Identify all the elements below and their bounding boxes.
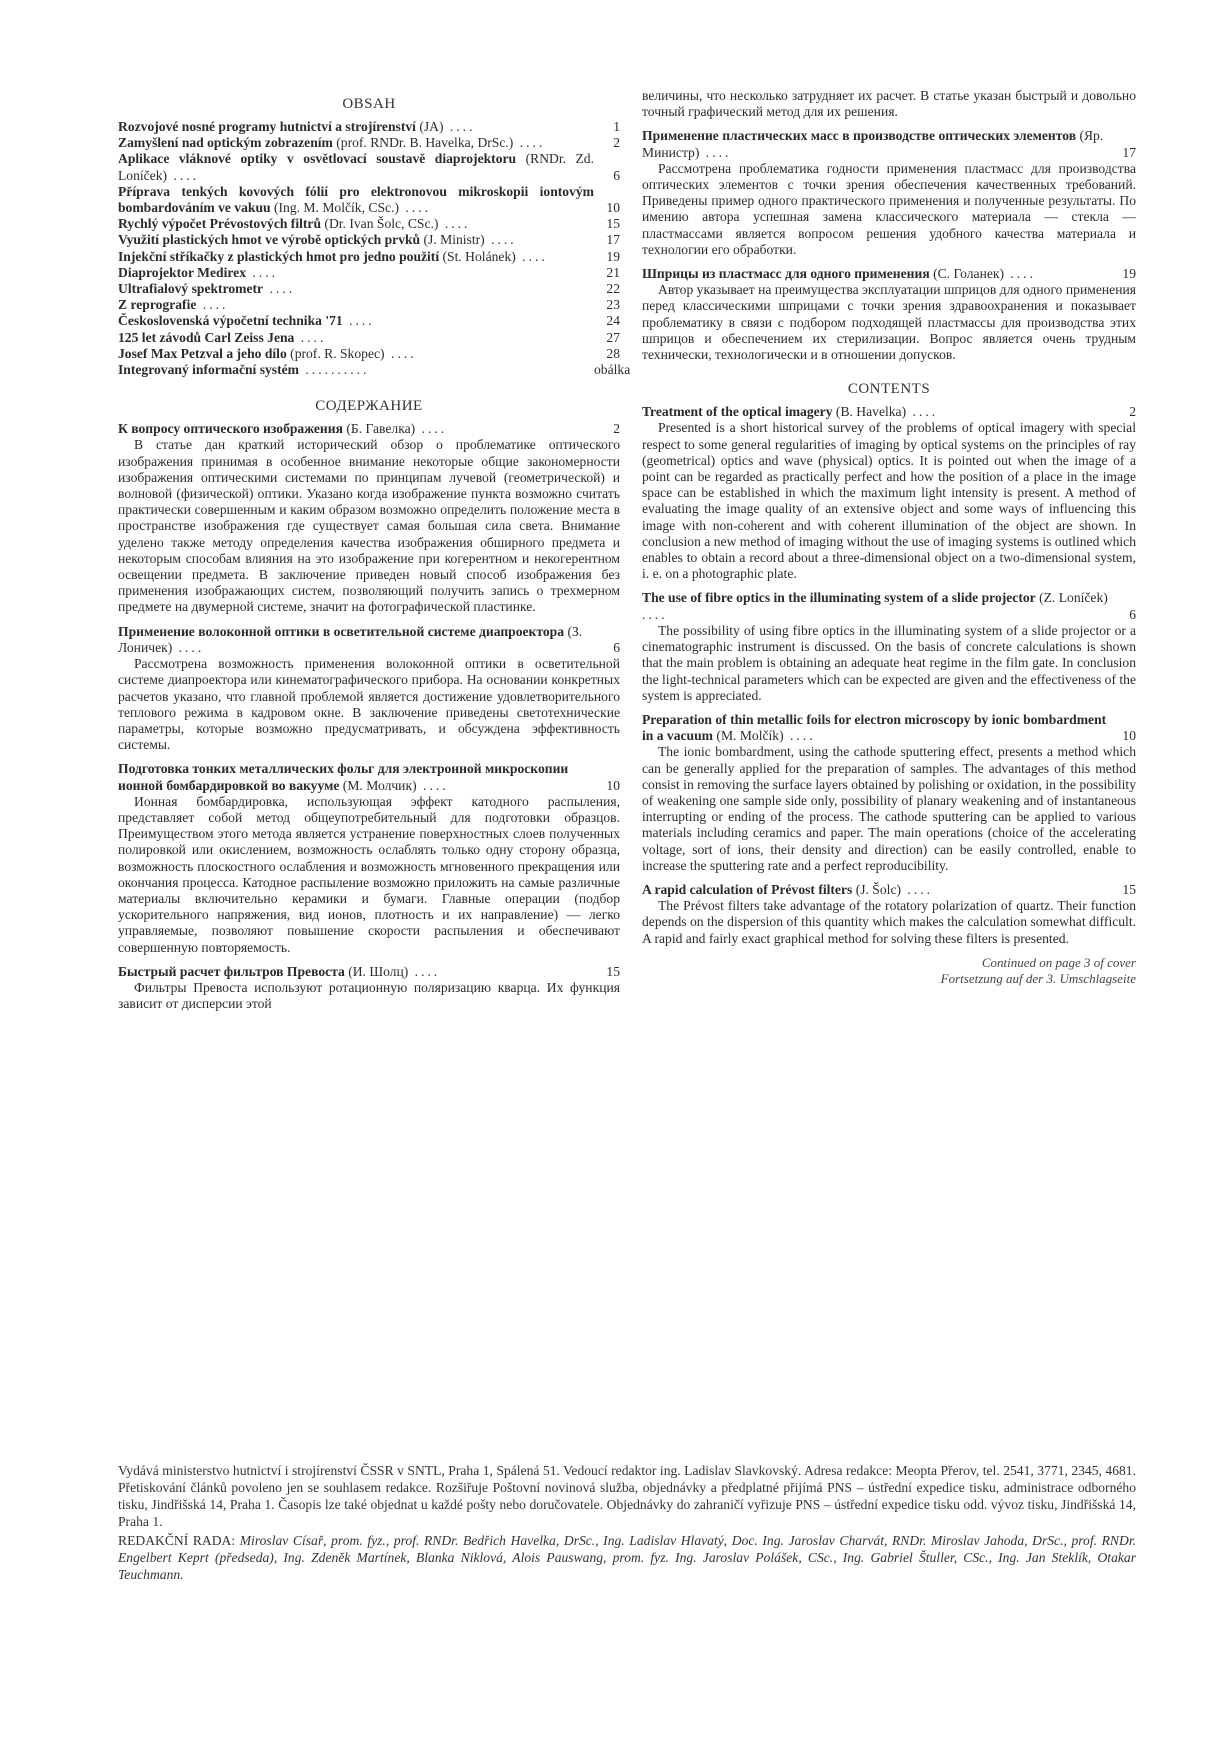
abstract-heading <box>118 421 620 437</box>
abstract-heading <box>642 712 1136 744</box>
abstract-page: 2 <box>1129 404 1136 420</box>
leader-dots: .... <box>443 119 476 134</box>
toc-entry-page: 21 <box>606 264 620 280</box>
leader-dots: .... <box>408 963 441 979</box>
toc-entry-page: obálka <box>594 362 631 378</box>
toc-entry <box>118 232 620 248</box>
abstract-page: 15 <box>1122 881 1136 897</box>
abstract-title: К вопросу оптического изображения <box>118 421 343 437</box>
abstract-page: 17 <box>1122 144 1136 160</box>
abstract-page: 6 <box>1129 606 1136 622</box>
toc-entry-text <box>118 119 594 135</box>
abstract-heading <box>642 404 1136 420</box>
toc-entry-page: 27 <box>606 329 620 345</box>
abstract-heading <box>642 128 1136 160</box>
toc-entry-page: 15 <box>606 216 620 232</box>
toc-entry <box>118 297 620 313</box>
editorial-board-label: REDAKČNÍ RADA: <box>118 1533 240 1548</box>
abstract-heading-text <box>118 964 594 980</box>
toc-entry <box>118 249 620 265</box>
soderzhanie-list-right <box>642 128 1136 363</box>
abstract-body: Ионная бомбардировка, использующая эффект катодного распыления, представляет собой метод общеупотребительный для подготовки образцов. Преимуществом этого метода является устранение поверхностных слоев полученных полировкой или окислением, возможность ослаблять только одну сторону образца, возможность плоскостного ослабления и возможность мгновенного прекращения или окончания процесса. Катодное распыление возможно приложить на самые различные материалы включительно керамики и бумаги. Главные операции (подбор ускорительного напряжения, вид ионов, плотность и их направление) — легко управляемые, позволяют повышение скорости распыления и обеспечивают совершенную повторяемость. <box>118 793 620 955</box>
abstract-body-part: Фильтры Превоста используют ротационную поляризацию кварца. Их функция зависит от дисперсии этой <box>118 979 620 1012</box>
abstract-author: (З. Лоничек) <box>118 623 583 655</box>
toc-entry-title: Rychlý výpočet Prévostových filtrů <box>118 216 322 232</box>
leader-dots: .......... <box>299 362 370 378</box>
abstract-heading-text <box>118 624 594 656</box>
imprint-footer <box>118 1462 1136 1583</box>
leader-dots: .... <box>484 232 517 248</box>
leader-dots: .... <box>438 216 471 232</box>
leader-dots: .... <box>167 167 200 183</box>
toc-entry <box>118 184 620 216</box>
toc-entry-author: (J. Ministr) <box>420 232 485 248</box>
abstract-page: 6 <box>613 639 620 655</box>
abstract-body: Рассмотрена возможность применения волоконной оптики в осветительной системе диапроектора или кинематографического прибора. На основании конкретных расчетов указано, что главной проблемой является достижение удовлетворительного теплового режима в кадровом окне. В заключение приведены светотехнические параметры, которые возможно предусматривать, и обсуждена эффективность системы. <box>118 656 620 753</box>
abstract-body: The ionic bombardment, using the cathode sputtering effect, presents a method which can be generally applied for the preparation of samples. The advantages of this method consist in removing the surface layers obtained by polishing or oxidation, in the possibility of weakening one sample side only, possibility of planary weakening and of instantaneous interrupting or ending of the process. The cathode sputtering can be applied to various materials including ceramics and paper. The main operations (choice of the accelerating voltage, sort of ions, their density and direction) can be easily controlled, enable to increase the sputtering rate and a perfect reproducibility. <box>642 744 1136 873</box>
abstract-author: (Яр. Министр) <box>642 128 1104 160</box>
abstract-title: Шприцы из пластмасс для одного применения <box>642 266 930 282</box>
abstract-heading <box>118 761 620 793</box>
abstract-heading-text <box>642 128 1110 160</box>
toc-entry-text <box>118 297 594 313</box>
toc-entry-title: Zamyšlení nad optickým zobrazením <box>118 135 333 151</box>
toc-entry <box>118 265 620 281</box>
abstract-heading <box>642 882 1136 898</box>
toc-entry-text <box>118 265 594 281</box>
toc-entry-page: 10 <box>606 200 620 216</box>
toc-entry-page: 28 <box>606 345 620 361</box>
abstract-body: The possibility of using fibre optics in the illuminating system of a slide projector or a cinematographic instrument is discussed. On the basis of concrete calculations is shown that the main problem is obtaining an adequate heat regime in the film gate. In conclusion the light-technical parameters which can be expected are given and the effectiveness of the system is appreciated. <box>642 622 1136 703</box>
abstract-author: (М. Молчик) <box>339 777 417 793</box>
abstract-author: (M. Molčík) <box>713 728 784 744</box>
toc-entry-page: 2 <box>613 135 620 151</box>
toc-entry-text <box>118 362 594 378</box>
toc-entry-page: 24 <box>606 313 620 329</box>
right-column <box>642 88 1136 987</box>
abstract-heading <box>118 624 620 656</box>
leader-dots: .... <box>906 404 939 420</box>
abstract-title: The use of fibre optics in the illuminating system of a slide projector <box>642 590 1036 606</box>
soderzhanie-continued-text: величины, что несколько затрудняет их расчет. В статье указан быстрый и довольно точный графический метод для их решения. <box>642 88 1136 120</box>
toc-entry-title: Integrovaný informační systém <box>118 362 299 378</box>
leader-dots: .... <box>699 144 732 160</box>
toc-entry-text <box>118 184 594 216</box>
editorial-board-members: Miroslav Císař, prom. fyz., prof. RNDr. Bedřich Havelka, DrSc., Ing. Ladislav Hlavatý, Doc. Ing. Jaroslav Charvát, RNDr. Miroslav Jahoda, DrSc., prof. RNDr. Engelbert Keprt (předseda), Ing. Zdeněk Martínek, Blanka Niklová, Alois Pauswang, prom. fyz. Ing. Jaroslav Polášek, CSc., Ing. Gabriel Štuller, CSc., Ing. Jan Steklík, Otakar Teuchmann. <box>118 1533 1136 1582</box>
abstract-author: (Z. Loníček) <box>1035 590 1108 606</box>
abstract-page: 15 <box>606 963 620 979</box>
leader-dots: .... <box>398 200 431 216</box>
leader-dots: .... <box>384 345 417 361</box>
leader-dots: .... <box>415 421 448 437</box>
toc-entry-text <box>118 346 594 362</box>
leader-dots: .... <box>513 135 546 151</box>
continued-note-de: Fortsetzung auf der 3. Umschlagseite <box>940 970 1136 986</box>
abstract-entry <box>642 590 1136 703</box>
abstract-entry <box>642 712 1136 874</box>
toc-entry-text <box>118 151 594 183</box>
leader-dots: .... <box>196 297 229 313</box>
abstract-title: Применение волоконной оптики в осветительной системе диапроектора <box>118 623 565 639</box>
toc-entry-title: Ultrafialový spektrometr <box>118 281 264 297</box>
abstract-body: The Prévost filters take advantage of the rotatory polarization of quartz. Their function depends on the dispersion of this quantity which makes the calculation somewhat difficult. A rapid and fairly exact graphical method for solving these filters is presented. <box>642 898 1136 946</box>
toc-entry <box>118 216 620 232</box>
abstract-page: 10 <box>1122 728 1136 744</box>
abstract-page: 10 <box>606 777 620 793</box>
toc-entry <box>118 330 620 346</box>
leader-dots: .... <box>642 606 668 622</box>
leader-dots: .... <box>783 728 816 744</box>
toc-entry-author: (JA) <box>415 119 444 134</box>
left-column <box>118 88 631 1020</box>
abstract-title: Preparation of thin metallic foils for electron microscopy by ionic bombardment in a vacuum <box>642 711 1107 744</box>
toc-entry-title: Rozvojové nosné programy hutnictví a strojírenství <box>118 119 416 134</box>
abstract-title: Быстрый расчет фильтров Превоста <box>118 963 345 979</box>
leader-dots: .... <box>172 639 205 655</box>
abstract-body: В статье дан краткий исторический обзор о проблематике оптического изображения принимая в особенное внимание некоторые общие закономерности изображения оптическими системами по принципам лучевой (геометрической) и волновой (физической) оптики. Указано когда изображение пункта возможно считать практически совершенным и каким образом возможно определить положение места в пространстве изображения где существует самая большая сила света. Внимание уделено также методу определения качества изображения обширного предмета и некоторым способам влияния на это изображение при когерентном и некогерентном освещении предмета. В заключение приведен новый способ изображения без применения изображающих систем, позволяющий получить запись о трехмерном предмете на двумерной системе, значит на фотографической пластинке. <box>118 437 620 615</box>
toc-entry-title: 125 let závodů Carl Zeiss Jena <box>118 329 295 345</box>
contents-heading: CONTENTS <box>847 381 931 398</box>
abstract-heading-text <box>642 404 1110 420</box>
abstract-author: (И. Шолц) <box>344 963 409 979</box>
toc-entry <box>118 346 620 362</box>
leader-dots: .... <box>901 881 934 897</box>
abstract-title: Подготовка тонких металлических фольг для электронной микроскопии ионной бомбардировкой во вакууме <box>118 761 569 793</box>
toc-entry-title: Příprava tenkých kovových fólií pro elektronovou mikroskopii iontovým bombardováním ve vakuu <box>118 183 594 216</box>
toc-entry-page: 1 <box>613 119 620 134</box>
abstract-page: 19 <box>1122 266 1136 282</box>
toc-entry-text <box>118 216 594 232</box>
toc-entry-text <box>118 232 594 248</box>
abstract-heading <box>642 590 1136 622</box>
toc-entry-title: Z reprografie <box>118 297 197 313</box>
abstract-heading <box>118 964 620 980</box>
abstract-author: (B. Havelka) <box>832 404 907 420</box>
toc-entry-title: Československá výpočetní technika '71 <box>118 313 343 329</box>
publisher-info: Vydává ministerstvo hutnictví i strojírenství ČSSR v SNTL, Praha 1, Spálená 51. Vedoucí redaktor ing. Ladislav Slavkovský. Adresa redakce: Meopta Přerov, tel. 2541, 3771, 2345, 4681. Přetiskování článků povoleno jen se souhlasem redakce. Rozšiřuje Poštovní novinová služba, objednávky a předplatné přijímá PNS – ústřední expedice tisku, administrace odborného tisku, Jindřišská 14, Praha 1. Časopis lze také objednat u každé pošty nebo doručovatele. Objednávky do zahraničí vyřizuje PNS – ústřední expedice tisku odd. vývoz tisku, Jindřišská 14, Praha 1. <box>118 1463 1136 1529</box>
abstract-heading-text <box>642 712 1110 744</box>
toc-entry-author: (St. Holánek) <box>439 248 516 264</box>
obsah-list <box>118 119 631 378</box>
toc-entry-author: (Dr. Ivan Šolc, CSc.) <box>321 216 439 232</box>
toc-entry-page: 22 <box>606 281 620 297</box>
leader-dots: .... <box>1004 266 1037 282</box>
leader-dots: .... <box>263 281 296 297</box>
continued-note-en: Continued on page 3 of cover <box>981 954 1136 970</box>
leader-dots: .... <box>342 313 375 329</box>
toc-entry-page: 6 <box>613 167 620 183</box>
toc-entry-text <box>118 281 594 297</box>
toc-entry-title: Diaprojektor Medirex <box>118 264 246 280</box>
toc-entry-title: Josef Max Petzval a jeho dílo <box>118 345 287 361</box>
toc-entry-title: Injekční stříkačky z plastických hmot pro jedno použití <box>118 248 440 264</box>
toc-entry <box>118 119 620 135</box>
soderzhanie-heading: СОДЕРЖАНИЕ <box>315 398 423 415</box>
abstract-heading-text <box>642 882 1110 898</box>
abstract-title: Treatment of the optical imagery <box>642 404 833 420</box>
leader-dots: .... <box>515 248 548 264</box>
editorial-board <box>118 1532 1136 1583</box>
toc-entry-author: (prof. RNDr. B. Havelka, DrSc.) <box>332 135 514 151</box>
leader-dots: .... <box>294 329 327 345</box>
abstract-heading-text <box>118 421 594 437</box>
abstract-entry <box>118 624 620 754</box>
contents-list <box>642 404 1136 947</box>
toc-entry-author: (RNDr. Zd. Loníček) <box>118 151 595 183</box>
toc-entry <box>118 362 631 378</box>
leader-dots: .... <box>246 264 278 280</box>
abstract-entry <box>642 266 1136 363</box>
toc-entry-text <box>118 135 594 151</box>
abstract-author: (Б. Гавелка) <box>342 421 416 437</box>
abstract-author: (J. Šolc) <box>852 881 902 897</box>
abstract-title: A rapid calculation of Prévost filters <box>642 881 853 897</box>
toc-entry-page: 23 <box>606 297 620 313</box>
toc-entry-title: Aplikace vláknové optiky v osvětlovací soustavě diaprojektoru <box>118 151 517 167</box>
abstract-heading-text <box>642 590 1110 622</box>
toc-entry-text <box>118 330 594 346</box>
soderzhanie-list-left <box>118 421 620 1012</box>
abstract-author: (С. Голанек) <box>929 266 1005 282</box>
toc-entry-text <box>118 249 594 265</box>
toc-entry-author: (prof. R. Skopec) <box>286 345 385 361</box>
toc-entry <box>118 151 620 183</box>
obsah-heading: OBSAH <box>342 96 396 112</box>
toc-entry-page: 19 <box>606 248 620 264</box>
toc-entry-title: Využití plastických hmot ve výrobě optických prvků <box>118 232 421 248</box>
toc-entry-author: (Ing. M. Molčík, CSc.) <box>270 200 399 216</box>
abstract-entry <box>642 128 1136 258</box>
toc-entry-page: 17 <box>606 232 620 248</box>
abstract-heading-text <box>118 761 594 793</box>
toc-entry <box>118 313 620 329</box>
abstract-entry <box>642 882 1136 947</box>
abstract-entry <box>118 421 620 615</box>
toc-entry <box>118 135 620 151</box>
abstract-entry <box>118 964 620 1013</box>
abstract-body: Автор указывает на преимущества эксплуатации шприцов для одного применения перед классическими шприцами с точки зрения здравоохранения и показывает проблематику в связи с подбором подходящей пластмассы для производства этих шприцов и обеспечением их стерилизации. Вопрос является очень трудным технически, технологически и в отношении допусков. <box>642 282 1136 363</box>
abstract-heading-text <box>642 266 1110 282</box>
abstract-body: Рассмотрена проблематика годности применения пластмасс для производства оптических элементов с точки зрения обеспечения качественных требований. Приведены пример одного практического применения и полученные результаты. По имению автора успешная замена классического материала — стекла — пластмассами является вопросом решения удобного качества материала и технологии его обработки. <box>642 160 1136 257</box>
abstract-page: 2 <box>613 421 620 437</box>
abstract-title: Применение пластических масс в производстве оптических элементов <box>642 128 1077 144</box>
abstract-body: Presented is a short historical survey of the problems of optical imagery with special respect to some general regularities of imaging by optical systems on the principles of ray (geometrical) optics and wave (physical) optics. It is pointed out when the image of a point can be regarded as practically perfect and how the position of a place in the image space can be established in which the maximum light intensity is present. A method of evaluating the image quality of an extensive object and some ways of influencing this image with non-coherent and with coherent illumination of the object are shown. In conclusion a new method of imaging without the use of imaging systems is outlined which enables to obtain a record about a three-dimensional object on a two-dimensional system, i. e. on a photographic plate. <box>642 420 1136 582</box>
abstract-heading <box>642 266 1136 282</box>
toc-entry <box>118 281 620 297</box>
abstract-entry <box>642 404 1136 582</box>
toc-entry-text <box>118 313 594 329</box>
leader-dots: .... <box>416 777 449 793</box>
abstract-entry <box>118 761 620 955</box>
